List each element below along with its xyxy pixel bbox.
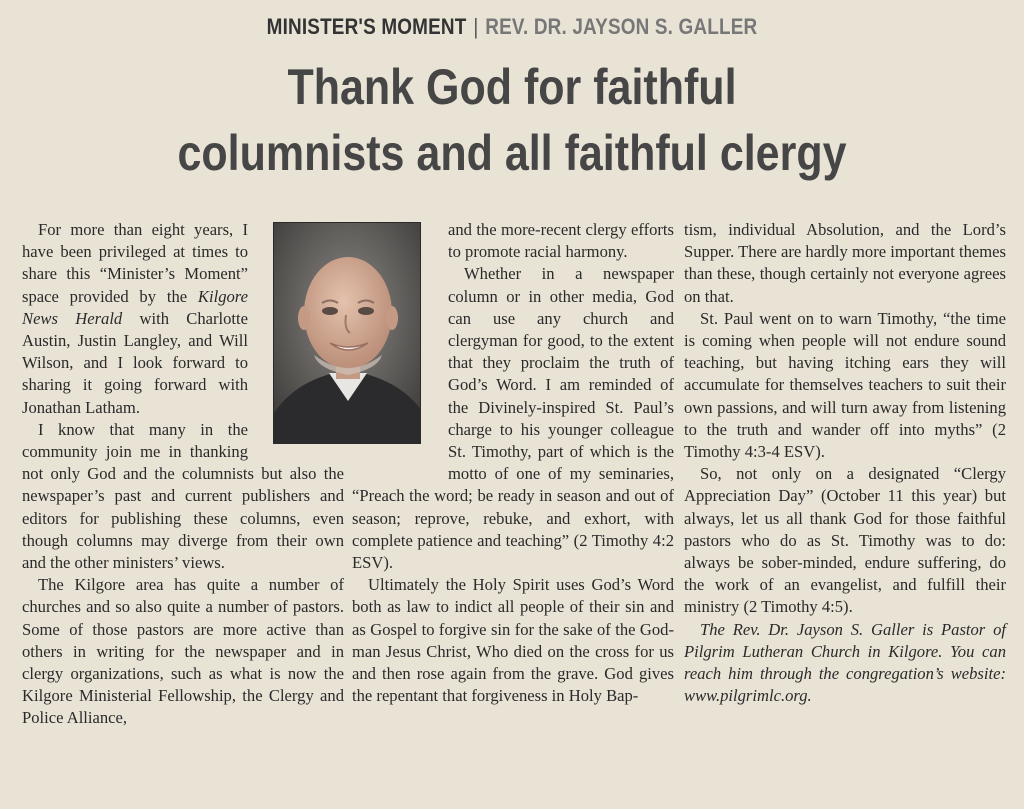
author-name: REV. DR. JAYSON S. GALLER [485,14,758,39]
headline-line-1: Thank God for faithful [287,59,737,115]
headline-line-2: columnists and all faithful clergy [177,125,847,181]
column-3 [684,219,1006,707]
column-kicker [72,14,953,40]
column-2 [352,219,674,707]
author-bio: The Rev. Dr. Jayson S. Galler is Pastor of Pilgrim Lutheran Church in Kilgore. You can reach him through the congregation’s website: www.pilgrimlc.org. [684,619,1006,706]
paragraph: Whether in a newspaper column or in other media, God can use any church and clergyman for good, to the extent that they proclaim the truth of God’s Word. I am reminded of the Divinely-inspired St. Paul’s charge to his younger colleague St. Timothy, part of which is the motto of one of my seminaries, “Preach the word; be ready in season and out of season; reprove, rebuke, and exhort, with complete patience and teaching” (2 Timothy 4:2 ESV). [352,264,674,573]
photo-wrap-space [352,219,444,485]
headline [72,54,953,186]
photo-wrap-space [252,219,344,445]
newspaper-name: Kilgore News Herald [22,286,248,328]
paragraph-text: For more than eight years, I have been privileged at times to share this “Minister’s Moment” space provided by the [22,220,248,306]
paragraph: The Kilgore area has quite a number of churches and so also quite a number of pastors. Some of those pastors are more active than others in writing for the newspaper and in clergy organizations, such as what is now the Kilgore Ministerial Fellowship, the Clergy and Police Alliance, [22,575,344,728]
column-1 [22,219,344,730]
paragraph: Ultimately the Holy Spirit uses God’s Word both as law to indict all people of their sin and as Gospel to forgive sin for the sake of the God-man Jesus Christ, Who died on the cross for us and then rose again from the grave. God gives the repentant that forgiveness in Holy Bap- [352,575,674,706]
kicker-separator: | [473,14,479,39]
section-name: MINISTER'S MOMENT [266,14,467,39]
paragraph-text: with Charlotte Austin, Justin Langley, and Will Wilson, and I look forward to sharing it going forward with Jonathan Latham. [22,308,248,417]
paragraph: So, not only on a designated “Clergy Appreciation Day” (October 11 this year) but always, let us all thank God for those faithful pastors who do as St. Timothy was to do: always be sober-minded, endure suffering, do the work of an evangelist, and fulfill their ministry (2 Timothy 4:5). [684,464,1006,617]
paragraph: I know that many in the community join me in thanking not only God and the columnists but also the newspaper’s past and current publishers and editors for publishing these columns, even though columns may diverge from their own and the other ministers’ views. [22,419,344,573]
paragraph: St. Paul went on to warn Timothy, “the time is coming when people will not endure sound teaching, but having itching ears they will accumulate for themselves teachers to suit their own passions, and will turn away from listening to the truth and wander off into myths” (2 Timothy 4:3-4 ESV). [684,308,1006,462]
paragraph: tism, individual Absolution, and the Lord’s Supper. There are hardly more important themes than these, though certainly not everyone agrees on that. [684,220,1006,306]
paragraph: and the more-recent clergy efforts to promote racial harmony. [448,220,674,262]
